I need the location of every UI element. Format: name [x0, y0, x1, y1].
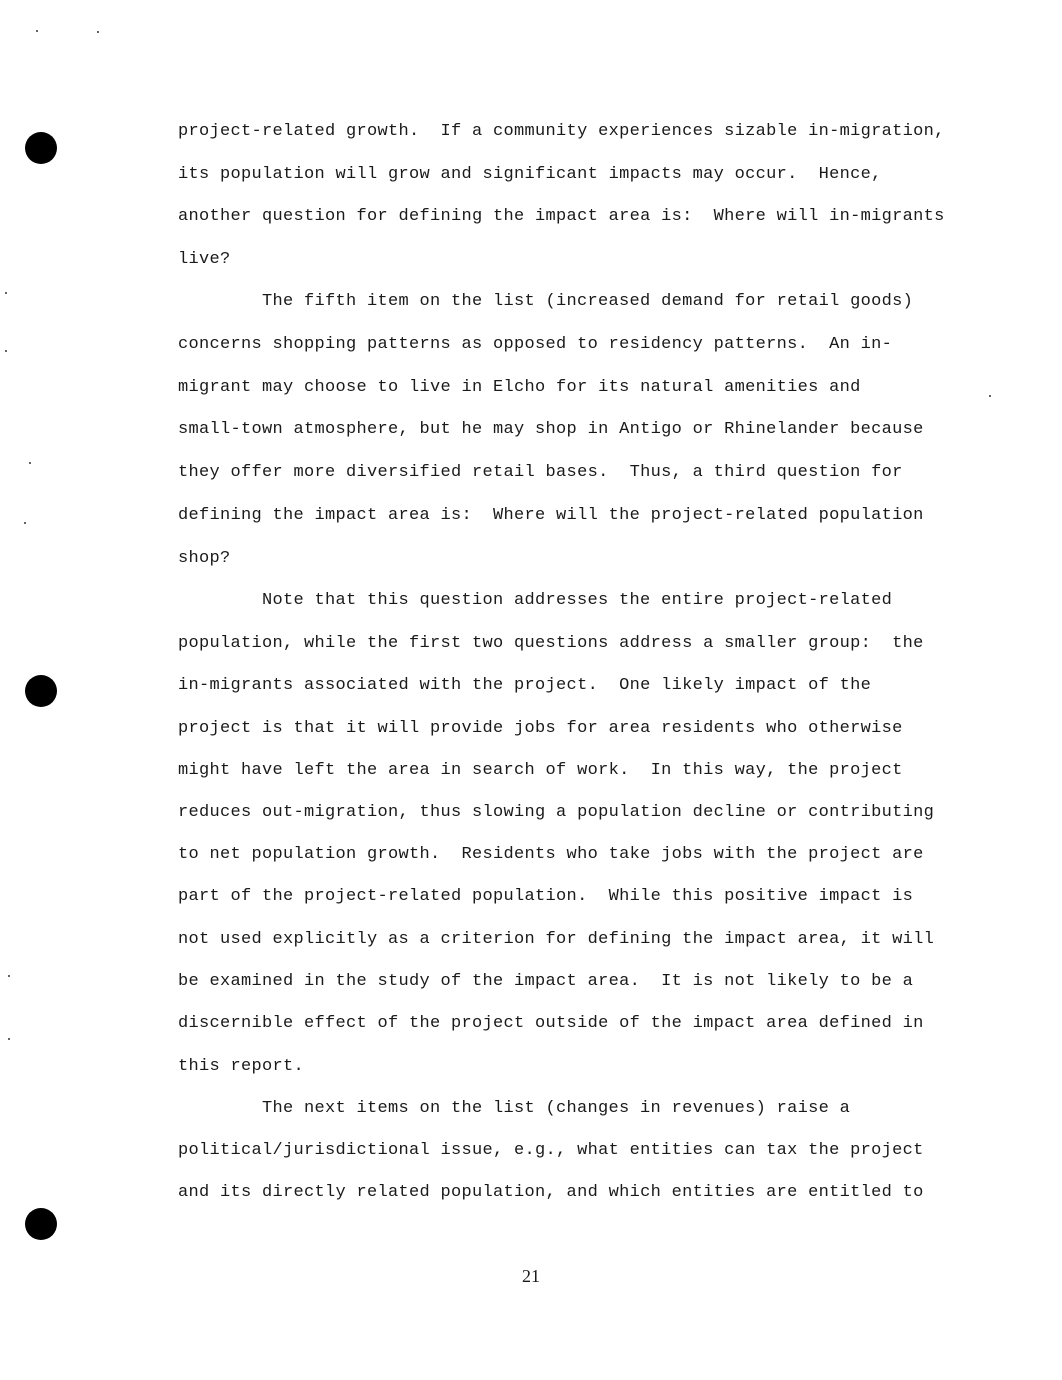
- paragraph-first-line: The next items on the list (changes in revenues) raise a: [262, 1099, 851, 1118]
- scan-speck: [5, 350, 7, 352]
- punch-hole: [25, 132, 57, 164]
- text-line: shop?: [178, 549, 231, 568]
- scan-speck: [24, 522, 26, 524]
- scan-speck: [97, 31, 99, 33]
- text-line: to net population growth. Residents who take jobs with the project are: [178, 845, 924, 864]
- punch-hole: [25, 1208, 57, 1240]
- text-line: part of the project-related population. While this positive impact is: [178, 887, 914, 906]
- text-line: might have left the area in search of work. In this way, the project: [178, 761, 903, 780]
- scan-speck: [29, 462, 31, 464]
- scan-speck: [8, 975, 10, 977]
- text-line: be examined in the study of the impact area. It is not likely to be a: [178, 972, 914, 991]
- text-line: project is that it will provide jobs for area residents who otherwise: [178, 719, 903, 738]
- text-line: small-town atmosphere, but he may shop in Antigo or Rhinelander because: [178, 420, 924, 439]
- paragraph-first-line: The fifth item on the list (increased demand for retail goods): [262, 292, 914, 311]
- text-line: they offer more diversified retail bases. Thus, a third question for: [178, 463, 903, 482]
- text-line: another question for defining the impact area is: Where will in-migrants: [178, 207, 945, 226]
- scan-speck: [989, 395, 991, 397]
- text-line: defining the impact area is: Where will the project-related population: [178, 506, 924, 525]
- text-line: and its directly related population, and which entities are entitled to: [178, 1183, 924, 1202]
- text-line: live?: [178, 250, 231, 269]
- text-line: project-related growth. If a community experiences sizable in-migration,: [178, 122, 945, 141]
- text-line: population, while the first two questions address a smaller group: the: [178, 634, 924, 653]
- scan-speck: [36, 30, 38, 32]
- text-line: in-migrants associated with the project. One likely impact of the: [178, 676, 872, 695]
- punch-hole: [25, 675, 57, 707]
- text-line: reduces out-migration, thus slowing a population decline or contributing: [178, 803, 935, 822]
- text-line: its population will grow and significant impacts may occur. Hence,: [178, 165, 882, 184]
- text-line: concerns shopping patterns as opposed to residency patterns. An in-: [178, 335, 893, 354]
- paragraph-first-line: Note that this question addresses the entire project-related: [262, 591, 893, 610]
- text-line: this report.: [178, 1057, 305, 1076]
- page-number: 21: [522, 1266, 540, 1286]
- text-line: migrant may choose to live in Elcho for its natural amenities and: [178, 378, 861, 397]
- text-line: political/jurisdictional issue, e.g., what entities can tax the project: [178, 1141, 924, 1160]
- text-line: not used explicitly as a criterion for defining the impact area, it will: [178, 930, 935, 949]
- text-line: discernible effect of the project outside of the impact area defined in: [178, 1014, 924, 1033]
- scan-speck: [5, 292, 7, 294]
- scan-speck: [8, 1038, 10, 1040]
